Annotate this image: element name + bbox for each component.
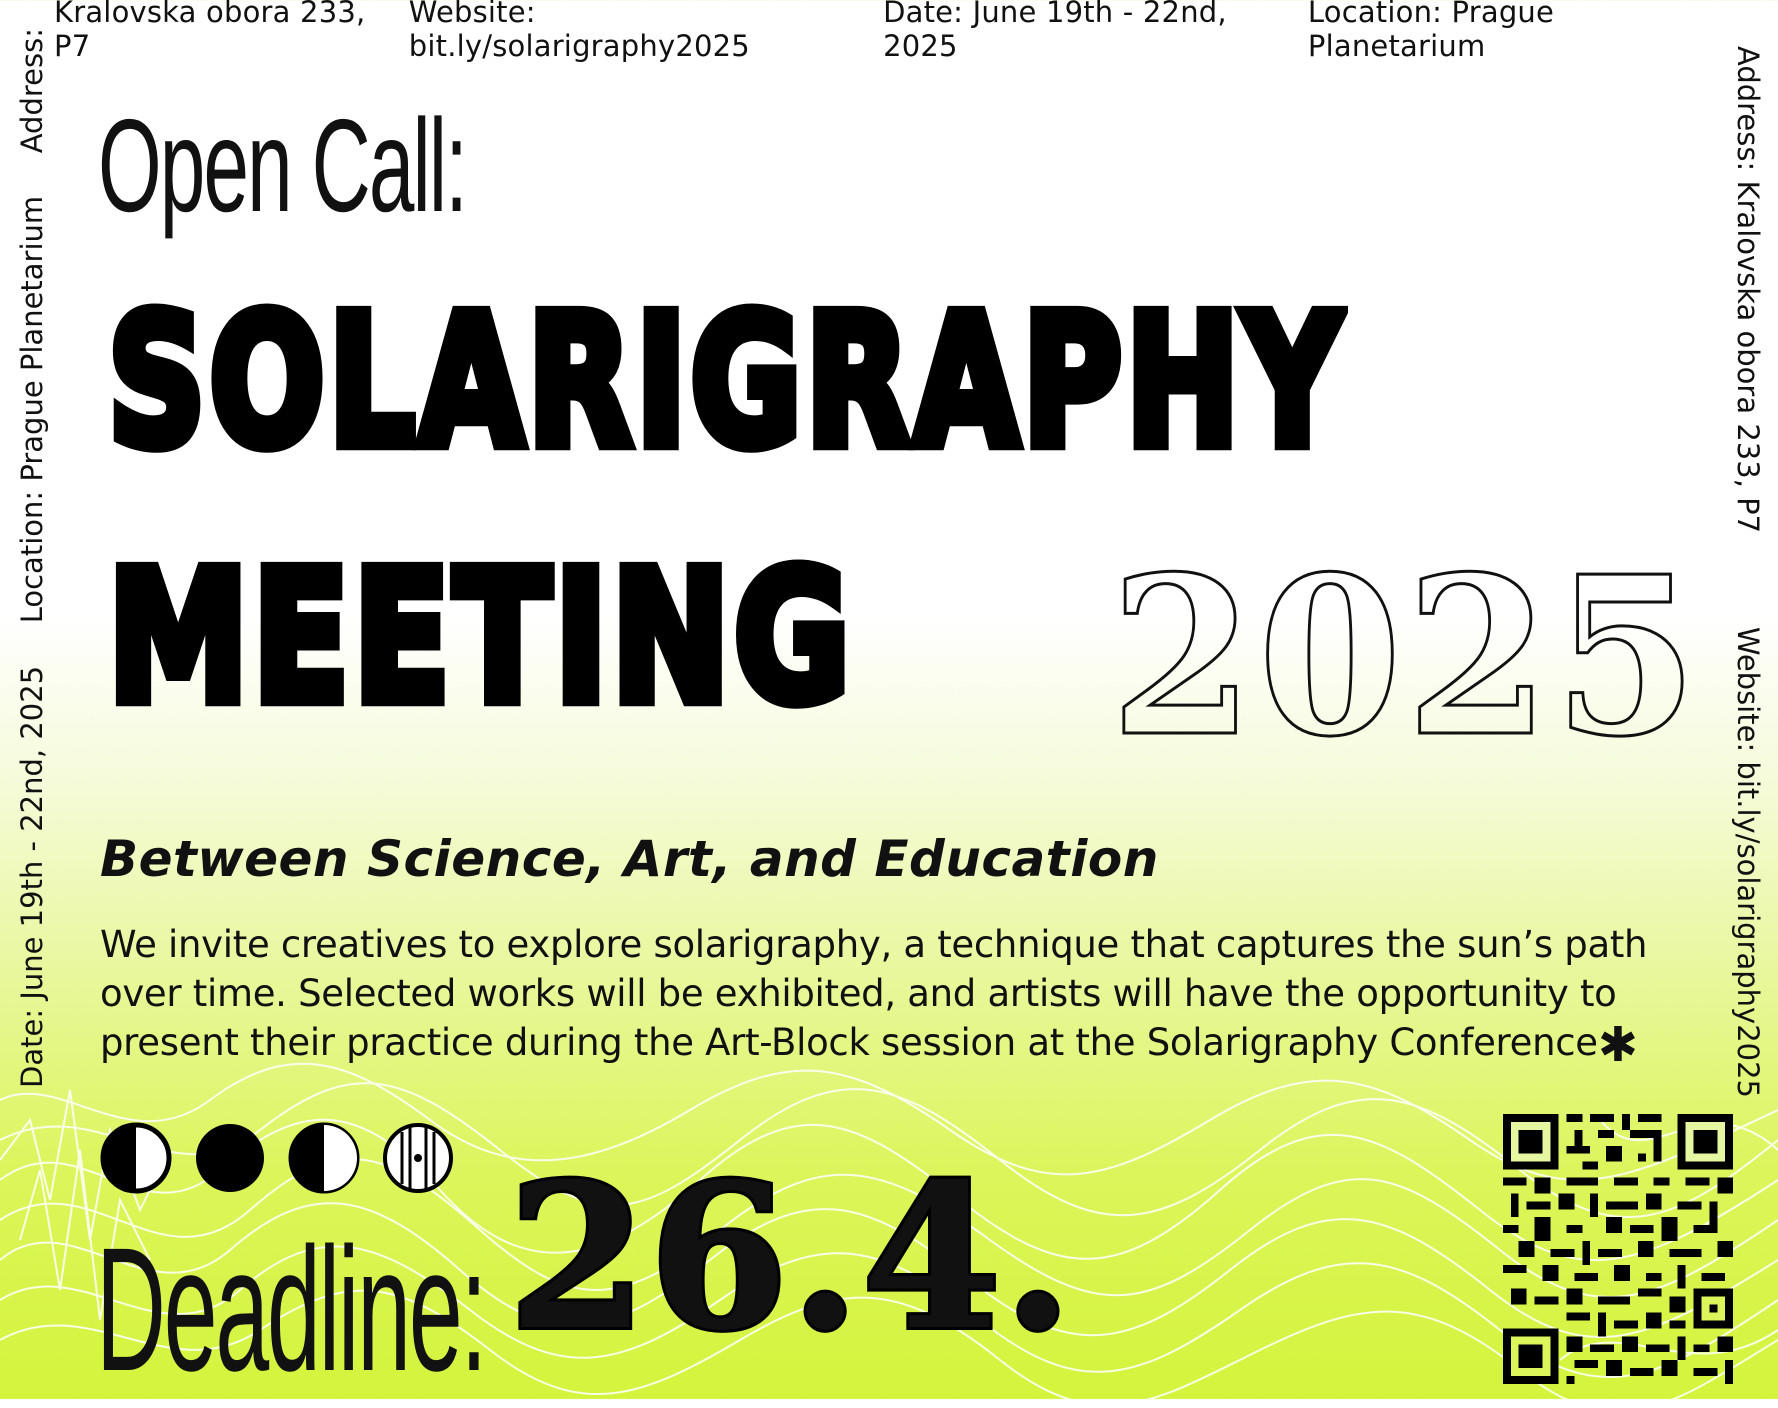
moon-last-quarter-icon [288,1122,360,1194]
description-line-2: over time. Selected works will be exhibited, and artists will have the opportunity to [100,972,1617,1015]
left-date: Date: June 19th - 22nd, 2025 [15,665,49,1088]
right-website: Website: bit.ly/solarigraphy2025 [1731,626,1765,1098]
left-vertical-info [10,28,54,1088]
right-vertical-info [1726,46,1770,1106]
right-address: Address: Kralovska obora 233, P7 [1731,46,1765,534]
deadline-date: 26.4. [508,1140,1075,1375]
top-website: Website: bit.ly/solarigraphy2025 [408,0,750,63]
title-solarigraphy: SOLARIGRAPHY [108,277,1346,488]
left-address-label: Address: [15,28,49,154]
description [100,920,1690,1073]
open-call-heading: Open Call: [98,92,467,239]
subtitle: Between Science, Art, and Education [100,830,1159,888]
top-address: Kralovska obora 233, P7 [54,0,366,63]
asterisk-icon: ✱ [1597,1017,1638,1073]
title-meeting: MEETING [108,533,855,744]
qr-code-icon [1502,1114,1734,1384]
full-moon-icon [194,1122,266,1194]
moon-first-quarter-icon [100,1122,172,1194]
top-date: Date: June 19th - 22nd, 2025 [883,0,1227,63]
description-line-3-text: present their practice during the Art-Block session at the Solarigraphy Conference [100,1021,1598,1064]
top-location: Location: Prague Planetarium [1307,0,1555,63]
deadline-label: Deadline: [96,1212,486,1408]
sun-lines-icon [382,1122,454,1194]
top-info-bar [54,0,1738,63]
left-location: Location: Prague Planetarium [15,195,49,624]
title-year: 2025 [1110,529,1702,785]
description-line-1: We invite creatives to explore solarigraphy, a technique that captures the sun’s path [100,923,1648,966]
moon-phase-row [100,1122,454,1194]
